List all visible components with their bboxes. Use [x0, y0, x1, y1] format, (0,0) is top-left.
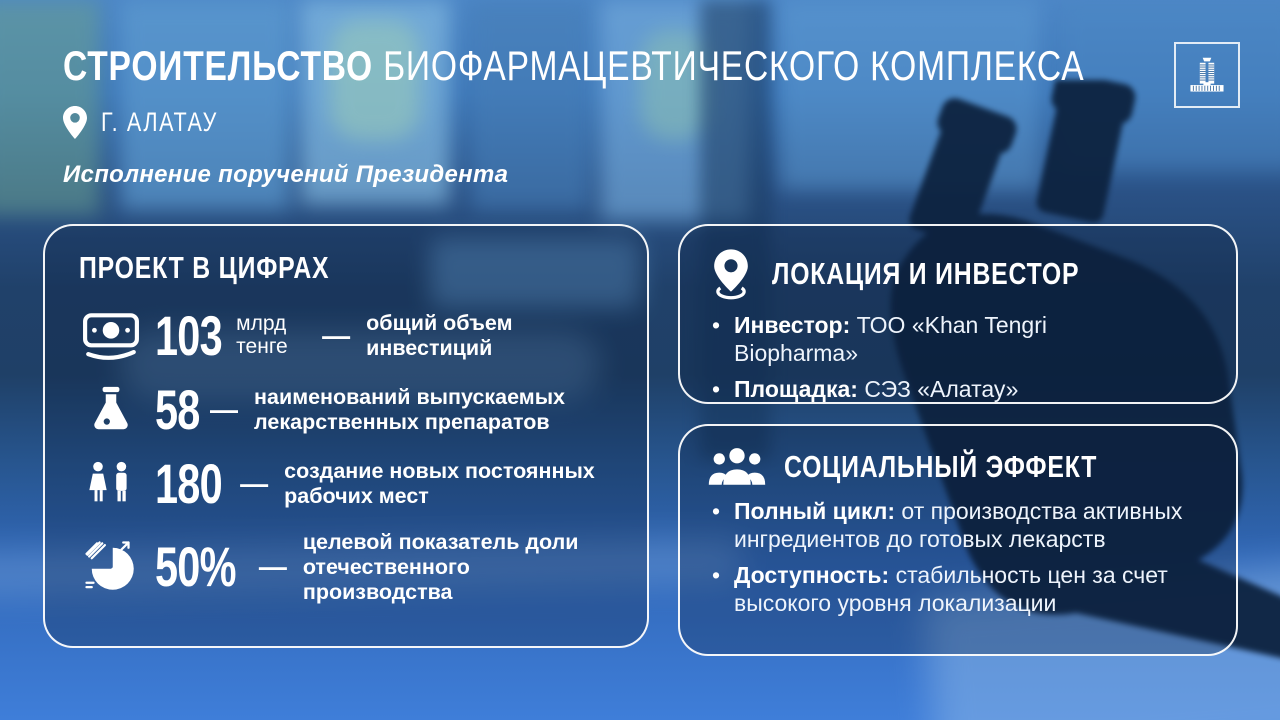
- header: [63, 44, 1280, 189]
- people-icon: [79, 459, 143, 509]
- stats-card-title: ПРОЕКТ В ЦИФРАХ: [79, 250, 330, 285]
- flask-icon: [79, 386, 143, 434]
- stat-dash: —: [322, 320, 351, 351]
- location-card: [678, 224, 1238, 404]
- list-item: • Площадка: СЭЗ «Алатау»: [708, 376, 1164, 404]
- stat-value: 58: [155, 378, 200, 441]
- stat-value: 180: [155, 452, 222, 515]
- page-title-light: БИОФАРМАЦЕВТИЧЕСКОГО КОМПЛЕКСА: [372, 42, 1085, 89]
- social-card-title: СОЦИАЛЬНЫЙ ЭФФЕКТ: [784, 449, 1098, 484]
- stat-label: общий объем инвестиций: [366, 311, 513, 360]
- location-bullet-list: [708, 312, 1208, 404]
- stat-label: целевой показатель доли отечественного производства: [302, 530, 579, 604]
- list-item: • Полный цикл: от производства активных ингредиентов до готовых лекарств: [708, 498, 1208, 553]
- stat-label: создание новых постоянных рабочих мест: [284, 459, 595, 508]
- list-item: • Доступность: стабильность цен за счет высокого уровня локализации: [708, 562, 1208, 617]
- banknote-icon: [79, 312, 143, 360]
- page-title-bold: СТРОИТЕЛЬСТВО: [63, 42, 373, 89]
- location-label: Г. АЛАТАУ: [101, 107, 218, 138]
- stat-row-drugs: [79, 378, 613, 441]
- location-card-header: [708, 246, 1208, 302]
- stat-row-localization: [79, 530, 613, 605]
- social-card: [678, 424, 1238, 656]
- stat-row-jobs: [79, 452, 613, 515]
- stat-row-investment: [79, 304, 613, 367]
- social-bullet-list: [708, 498, 1208, 617]
- subtitle: Исполнение поручений Президента: [63, 161, 509, 189]
- stat-dash: —: [258, 551, 287, 583]
- map-pin-icon: [63, 106, 87, 139]
- page-title: [63, 44, 1280, 88]
- social-card-header: [708, 446, 1208, 488]
- stat-value: 103: [155, 304, 222, 367]
- stat-unit: млрд тенге: [236, 312, 288, 358]
- people-group-icon: [708, 446, 766, 488]
- stats-card: [43, 224, 649, 648]
- stat-dash: —: [210, 394, 239, 425]
- location-card-title: ЛОКАЦИЯ И ИНВЕСТОР: [772, 256, 1080, 291]
- stat-label: наименований выпускаемых лекарственных препаратов: [254, 385, 566, 434]
- stat-value: 50%: [155, 535, 236, 599]
- building-emblem: [1174, 42, 1240, 108]
- pie-chart-icon: [79, 539, 143, 595]
- list-item: • Инвестор: ТОО «Khan Tengri Biopharma»: [708, 312, 1164, 367]
- location-row: [63, 106, 1280, 139]
- stat-dash: —: [240, 468, 269, 499]
- map-pin-icon: [708, 246, 754, 302]
- building-icon: [1184, 52, 1230, 98]
